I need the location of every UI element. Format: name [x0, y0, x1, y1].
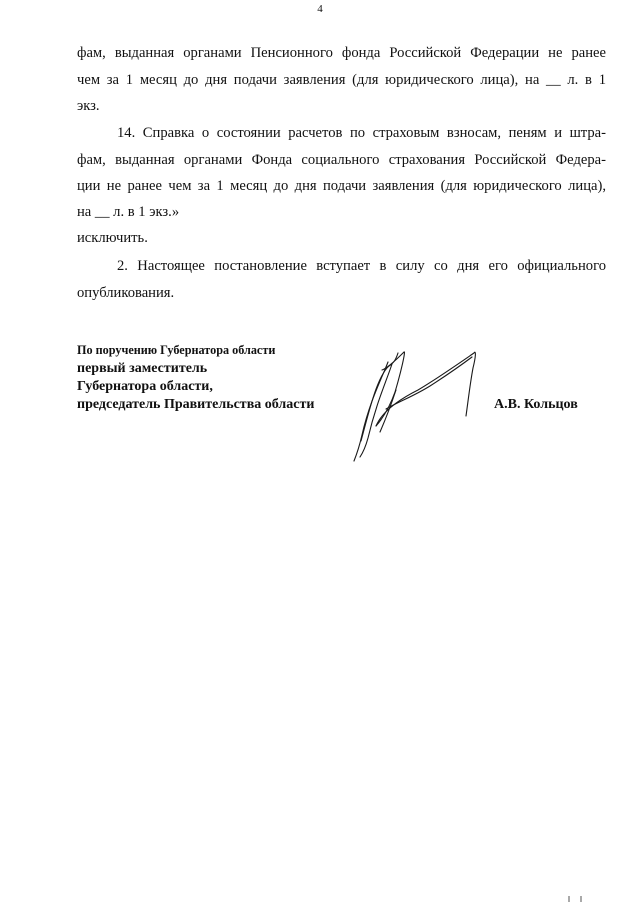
signature-title-line-1: первый заместитель: [77, 361, 208, 376]
paragraph-14-line-4: на __ л. в 1 экз.»: [77, 204, 180, 220]
paragraph-2-line-2: опубликования.: [77, 285, 175, 301]
signer-name: А.В. Кольцов: [494, 397, 578, 412]
handwritten-signature: [340, 340, 490, 465]
signature-title-line-2: Губернатора области,: [77, 379, 213, 394]
signature-title-line-3: председатель Правительства области: [77, 397, 315, 412]
page-number: 4: [317, 3, 323, 15]
paragraph-14-line-1: 14. Справка о состоянии расчетов по страховым взносам, пеням и штра-: [117, 125, 606, 141]
paragraph-14-line-3: ции не ранее чем за 1 месяц до дня подачи заявления (для юридического лица),: [77, 178, 606, 194]
paragraph-2-line-1: 2. Настоящее постановление вступает в силу со дня его официального: [117, 258, 606, 274]
paragraph-13-line-1: фам, выданная органами Пенсионного фонда Российской Федерации не ранее: [77, 45, 606, 61]
exclude-instruction: исключить.: [77, 230, 148, 246]
scan-corner-marks: [566, 894, 586, 902]
signature-authority-line: По поручению Губернатора области: [77, 343, 276, 357]
paragraph-13-line-3: экз.: [77, 98, 100, 114]
paragraph-14-line-2: фам, выданная органами Фонда социального страхования Российской Федера-: [77, 152, 606, 168]
paragraph-13-line-2: чем за 1 месяц до дня подачи заявления (для юридического лица), на __ л. в 1: [77, 72, 606, 88]
